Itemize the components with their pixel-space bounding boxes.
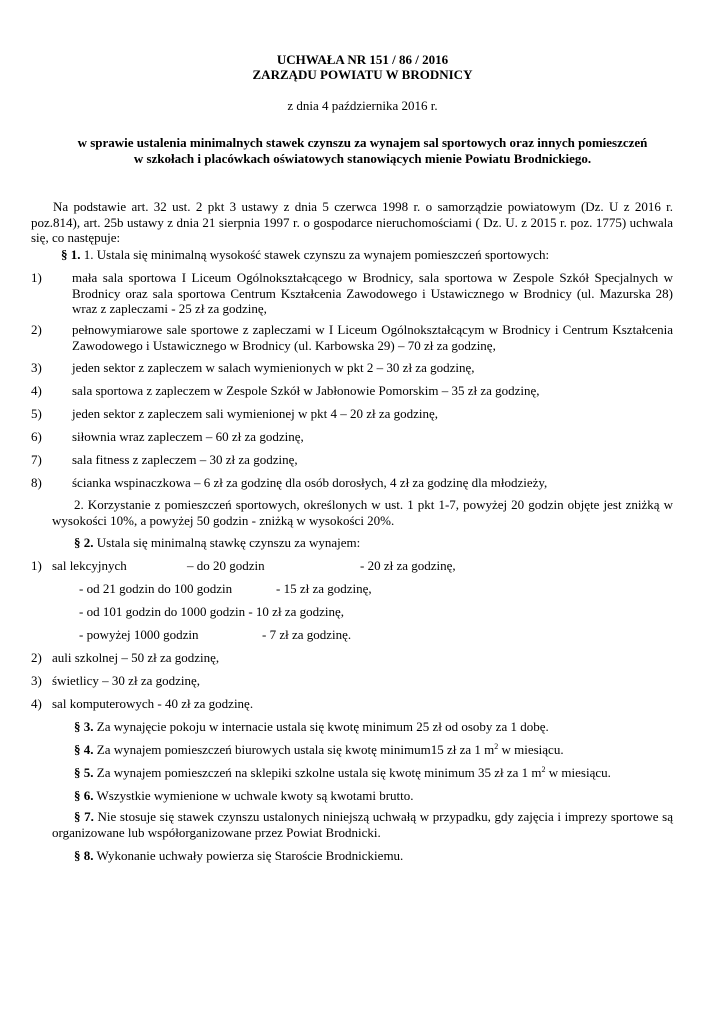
section-3 (74, 719, 673, 735)
s2-tier-3-price: - 7 zł za godzinę. (262, 627, 352, 642)
s2-item-4-text: sal komputerowych - 40 zł za godzinę. (52, 696, 254, 711)
section-1-point-2: 2. Korzystanie z pomieszczeń sportowych, określonych w ust. 1 pkt 1-7, powyżej 20 godzin objęte jest zniżką w wysokości 10%, a powyżej 50 godzin - zniżką w wysokości 20%. (52, 497, 673, 528)
section-4 (74, 742, 673, 758)
s1-item-5-text: jeden sektor z zapleczem sali wymienionej w pkt 4 – 20 zł za godzinę, (72, 406, 439, 421)
s1-item-6-num: 6) (31, 429, 42, 444)
section-8 (74, 848, 673, 864)
s1-item-2-num: 2) (31, 322, 42, 337)
s2-item-1-label: sal lekcyjnych (52, 558, 127, 573)
s1-item-3-text: jeden sektor z zapleczem w salach wymienionych w pkt 2 – 30 zł za godzinę, (72, 360, 475, 375)
section-7-text: Nie stosuje się stawek czynszu ustalonych niniejszą uchwałą w przypadku, gdy zajęcia i imprezy sportowe są organizowane lub współorganizowane przez Powiat Brodnicki. (52, 809, 673, 840)
resolution-date: z dnia 4 października 2016 r. (287, 98, 438, 113)
board-title: ZARZĄDU POWIATU W BRODNICY (252, 67, 473, 82)
s1-item-1-text: mała sala sportowa I Liceum Ogólnokształcącego w Brodnicy, sala sportowa w Zespole Szkół Specjalnych w Brodnicy oraz sala sportowa Centrum Kształcenia Zawodowego i Ustawicznego w Brodnicy (ul. Mazurska 28) wraz z zapleczami - 25 zł za godzinę, (72, 270, 673, 316)
resolution-title: UCHWAŁA NR 151 / 86 / 2016 (276, 52, 449, 67)
s2-item-4-num: 4) (31, 696, 42, 711)
s1-item-6-text: siłownia wraz zapleczem – 60 zł za godzinę, (72, 429, 304, 444)
section-4-text-a: Za wynajem pomieszczeń biurowych ustala się kwotę minimum15 zł za 1 m (93, 742, 495, 757)
s2-item-1-price: - 20 zł za godzinę, (360, 558, 456, 573)
s1-item-4-num: 4) (31, 383, 42, 398)
s1-item-4-text: sala sportowa z zapleczem w Zespole Szkół w Jabłonowie Pomorskim – 35 zł za godzinę, (72, 383, 540, 398)
section-5-sup: 2 (541, 765, 546, 774)
s1-item-7-text: sala fitness z zapleczem – 30 zł za godzinę, (72, 452, 298, 467)
s2-item-1-range: – do 20 godzin (187, 558, 265, 573)
section-6-text: Wszystkie wymienione w uchwale kwoty są kwotami brutto. (93, 788, 414, 803)
s2-item-1-num: 1) (31, 558, 42, 573)
s1-item-7-num: 7) (31, 452, 42, 467)
section-6 (74, 788, 673, 804)
section-2-label: § 2. (74, 535, 94, 550)
resolution-subject (40, 135, 685, 166)
s1-item-5-num: 5) (31, 406, 42, 421)
subject-line-1: w sprawie ustalenia minimalnych stawek czynszu za wynajem sal sportowych oraz innych pomieszczeń (77, 135, 648, 150)
section-1-intro-text: 1. Ustala się minimalną wysokość stawek czynszu za wynajem pomieszczeń sportowych: (80, 247, 550, 262)
section-1-intro (52, 247, 673, 263)
s2-item-3-num: 3) (31, 673, 42, 688)
s2-item-2-text: auli szkolnej – 50 zł za godzinę, (52, 650, 220, 665)
section-2-intro-text: Ustala się minimalną stawkę czynszu za wynajem: (93, 535, 361, 550)
s2-tier-3-range: - powyżej 1000 godzin (79, 627, 199, 642)
preamble: Na podstawie art. 32 ust. 2 pkt 3 ustawy z dnia 5 czerwca 1998 r. o samorządzie powiatowym (Dz. U z 2016 r. poz.814), art. 25b ustawy z dnia 21 sierpnia 1997 r. o gospodarce nieruchomościami ( Dz. U. z 2015 r. poz. 1775) uchwala się, co następuje: (31, 199, 673, 245)
s1-item-1-num: 1) (31, 270, 42, 285)
section-3-label: § 3. (74, 719, 94, 734)
s1-item-2-text: pełnowymiarowe sale sportowe z zapleczami w I Liceum Ogólnokształcącym w Brodnicy i Centrum Kształcenia Zawodowego i Ustawicznego w Brodnicy (ul. Karbowska 29) – 70 zł za godzinę, (72, 322, 673, 353)
section-5-label: § 5. (74, 765, 94, 780)
section-8-label: § 8. (74, 848, 94, 863)
subject-line-2: w szkołach i placówkach oświatowych stanowiących mienie Powiatu Brodnickiego. (133, 150, 592, 166)
section-5-text-b: w miesiącu. (545, 765, 611, 780)
s2-item-3-text: świetlicy – 30 zł za godzinę, (52, 673, 201, 688)
section-7 (52, 809, 673, 840)
section-8-text: Wykonanie uchwały powierza się Staroście Brodnickiemu. (93, 848, 404, 863)
section-6-label: § 6. (74, 788, 94, 803)
section-1-label: § 1. (61, 247, 81, 262)
section-4-label: § 4. (74, 742, 94, 757)
s2-tier-1-range: - od 21 godzin do 100 godzin (79, 581, 233, 596)
section-5-text-a: Za wynajem pomieszczeń na sklepiki szkolne ustala się kwotę minimum 35 zł za 1 m (93, 765, 542, 780)
s1-item-3-num: 3) (31, 360, 42, 375)
s2-tier-1-price: - 15 zł za godzinę, (276, 581, 372, 596)
section-4-sup: 2 (494, 742, 499, 751)
section-4-text-b: w miesiącu. (498, 742, 564, 757)
section-2-intro (52, 535, 673, 551)
s2-item-2-num: 2) (31, 650, 42, 665)
s2-tier-2-range: - od 101 godzin do 1000 godzin - 10 zł za godzinę, (79, 604, 344, 619)
s1-item-8-num: 8) (31, 475, 42, 490)
section-5 (74, 765, 673, 781)
s1-item-8-text: ścianka wspinaczkowa – 6 zł za godzinę dla osób dorosłych, 4 zł za godzinę dla młodzieży, (72, 475, 548, 490)
section-7-label: § 7. (74, 809, 94, 824)
section-3-text: Za wynajęcie pokoju w internacie ustala się kwotę minimum 25 zł od osoby za 1 dobę. (93, 719, 549, 734)
